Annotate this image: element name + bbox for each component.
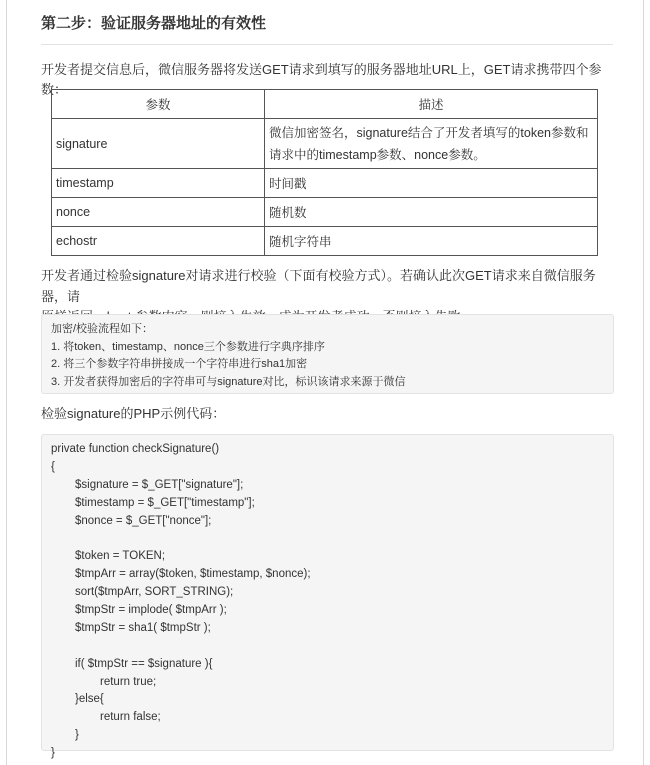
code-block xyxy=(41,434,614,760)
param-cell: nonce xyxy=(52,198,265,227)
code-line: { xyxy=(51,460,55,473)
code-line: sort($tmpArr, SORT_STRING); xyxy=(75,586,234,599)
param-cell: signature xyxy=(52,119,265,169)
column-header-desc: 描述 xyxy=(265,90,598,119)
note-title: 加密/校验流程如下： xyxy=(51,323,154,335)
code-line: $token = TOKEN; xyxy=(75,550,166,563)
desc-cell xyxy=(265,119,598,169)
code-line xyxy=(51,530,604,548)
code-line: return true; xyxy=(100,675,157,688)
code-line: if( $tmpStr == $signature ){ xyxy=(75,657,213,670)
code-line: $tmpArr = array($token, $timestamp, $nonce); xyxy=(75,568,311,581)
code-line: return false; xyxy=(100,711,161,724)
param-cell: timestamp xyxy=(52,169,265,198)
code-line: }else{ xyxy=(75,693,104,706)
desc-cell: 随机字符串 xyxy=(265,227,598,256)
parameters-table xyxy=(51,89,598,256)
column-header-param: 参数 xyxy=(52,90,265,119)
param-cell: echostr xyxy=(52,227,265,256)
note-step: 2. 将三个参数字符串拼接成一个字符串进行sha1加密 xyxy=(51,358,308,370)
desc-cell: 随机数 xyxy=(265,198,598,227)
process-note-box xyxy=(41,314,614,394)
table-row xyxy=(52,198,598,227)
code-line: $nonce = $_GET["nonce"]; xyxy=(75,514,212,527)
code-line: } xyxy=(51,747,55,760)
desc-line: 微信加密签名，signature结合了开发者填写的token参数和 xyxy=(269,125,589,140)
section-heading: 第二步：验证服务器地址的有效性 xyxy=(41,14,613,45)
table-row xyxy=(52,169,598,198)
table-header-row xyxy=(52,90,598,119)
note-step: 3. 开发者获得加密后的字符串可与signature对比，标识该请求来源于微信 xyxy=(51,375,406,388)
paragraph-line: 开发者通过检验signature对请求进行校验（下面有校验方式）。若确认此次GET请求来自微信服务器，请 xyxy=(41,268,596,304)
code-line: $timestamp = $_GET["timestamp"]; xyxy=(75,496,255,509)
code-line: private function checkSignature() xyxy=(51,443,220,455)
code-line: $tmpStr = implode( $tmpArr ); xyxy=(75,604,227,617)
intro-text: 开发者提交信息后，微信服务器将发送GET请求到填写的服务器地址URL上，GET请求携带四个参数： xyxy=(41,62,602,97)
table-row xyxy=(52,227,598,256)
code-label: 检验signature的PHP示例代码： xyxy=(41,406,226,421)
code-line: } xyxy=(75,729,79,742)
code-line xyxy=(51,638,604,656)
code-line: $tmpStr = sha1( $tmpStr ); xyxy=(75,621,211,634)
desc-cell: 时间戳 xyxy=(265,169,598,198)
desc-line: 请求中的timestamp参数、nonce参数。 xyxy=(269,147,486,162)
code-line: $signature = $_GET["signature"]; xyxy=(75,478,244,491)
table-row xyxy=(52,119,598,169)
note-step: 1. 将token、timestamp、nonce三个参数进行字典序排序 xyxy=(51,340,325,353)
